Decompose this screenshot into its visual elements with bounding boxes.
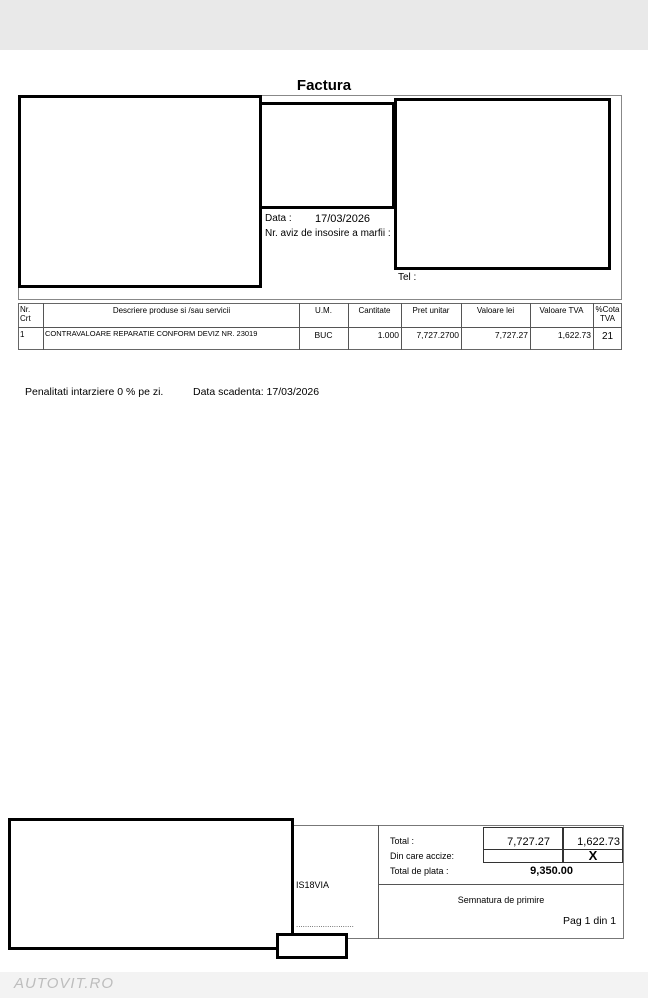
total-tva-value: 1,622.73	[577, 836, 620, 848]
col-cota-tva: %Cota TVA	[595, 305, 620, 323]
tel-label: Tel :	[398, 272, 417, 283]
col-nr-crt: Nr. Crt	[20, 305, 31, 323]
signature-dots: ..........................	[296, 920, 354, 929]
row-valoare-tva: 1,622.73	[557, 330, 591, 340]
row-valoare-lei: 7,727.27	[494, 330, 528, 340]
row-nr: 1	[20, 330, 25, 339]
semnatura-label: Semnatura de primire	[457, 895, 545, 905]
redacted-small-block	[276, 933, 348, 959]
table-header-divider	[18, 327, 622, 328]
redacted-issuer-block	[8, 818, 294, 950]
redacted-client-block	[394, 98, 611, 270]
document-title: Factura	[296, 77, 352, 94]
watermark: AUTOVIT.RO	[14, 975, 115, 992]
aviz-label: Nr. aviz de insosire a marfii :	[265, 228, 391, 239]
row-cota-tva: 21	[601, 331, 614, 342]
page-number: Pag 1 din 1	[563, 915, 617, 927]
col-um: U.M.	[315, 306, 332, 315]
accize-label: Din care accize:	[390, 851, 455, 861]
col-valoare-lei: Valoare lei	[476, 306, 515, 315]
penalitati-text: Penalitati intarziere 0 % pe zi.	[25, 386, 164, 398]
row-descriere: CONTRAVALOARE REPARATIE CONFORM DEVIZ NR. 23019	[45, 329, 258, 338]
issuer-code: IS18VIA	[296, 880, 330, 890]
redacted-supplier-block	[18, 95, 262, 288]
col-pret-unitar: Pret unitar	[412, 306, 450, 315]
accize-box	[483, 849, 563, 863]
col-cantitate: Cantitate	[358, 306, 391, 315]
col-descriere: Descriere produse si /sau servicii	[112, 306, 231, 315]
total-plata-value: 9,350.00	[530, 865, 573, 877]
redacted-invoice-number-block	[259, 102, 395, 209]
row-cantitate: 1.000	[377, 330, 399, 340]
total-label: Total :	[390, 836, 415, 846]
col-valoare-tva: Valoare TVA	[539, 306, 584, 315]
row-um: BUC	[314, 330, 333, 340]
row-pret-unitar: 7,727.2700	[416, 330, 459, 340]
date-value: 17/03/2026	[315, 213, 371, 225]
accize-mark: X	[588, 848, 598, 863]
scadenta-text: Data scadenta: 17/03/2026	[193, 386, 320, 398]
date-label: Data :	[265, 213, 292, 224]
plata-label: Total de plata :	[390, 866, 449, 876]
total-value: 7,727.27	[507, 836, 550, 848]
